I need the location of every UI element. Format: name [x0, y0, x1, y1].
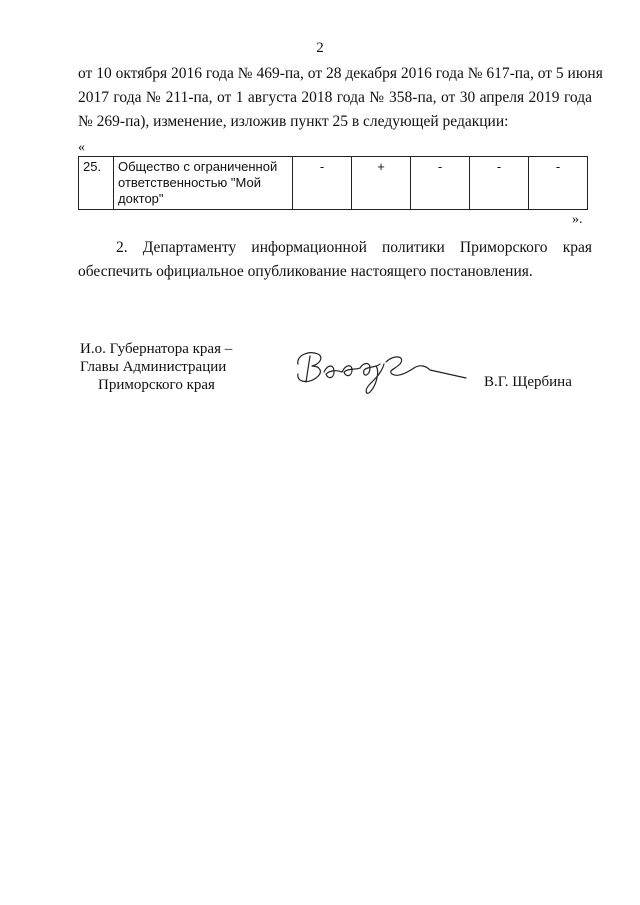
intro-line: № 269-па), изменение, изложив пункт 25 в следующей редакции: [78, 113, 509, 130]
intro-paragraph [78, 62, 603, 134]
handwritten-signature [290, 342, 470, 406]
signature-title [80, 340, 232, 394]
quote-close: ». [572, 212, 583, 227]
title-line: И.о. Губернатора края – [80, 341, 233, 357]
name-line: ответственностью "Мой [118, 175, 261, 190]
name-line: Общество с ограниченной [118, 159, 278, 174]
row-organization-name [114, 157, 293, 210]
amendment-table [78, 156, 588, 210]
item-2-paragraph [78, 236, 592, 284]
name-line: доктор" [118, 191, 164, 206]
table-row [79, 157, 588, 210]
row-mark: - [470, 157, 529, 210]
item-2-line: 2. Департаменту информационной политики Приморского края [116, 239, 592, 256]
row-mark: - [411, 157, 470, 210]
title-line: Главы Администрации [80, 359, 227, 375]
title-line: Приморского края [98, 377, 215, 393]
quote-open: « [78, 140, 85, 155]
page-number: 2 [316, 40, 324, 56]
signatory-name: В.Г. Щербина [484, 374, 572, 390]
intro-line: 2017 года № 211-па, от 1 августа 2018 года № 358-па, от 30 апреля 2019 года [78, 89, 592, 106]
row-mark: - [529, 157, 588, 210]
intro-line: от 10 октября 2016 года № 469-па, от 28 декабря 2016 года № 617-па, от 5 июня [78, 65, 603, 82]
item-2-line: обеспечить официальное опубликование настоящего постановления. [78, 263, 533, 280]
row-number: 25. [79, 157, 114, 210]
row-mark: + [352, 157, 411, 210]
row-mark: - [293, 157, 352, 210]
